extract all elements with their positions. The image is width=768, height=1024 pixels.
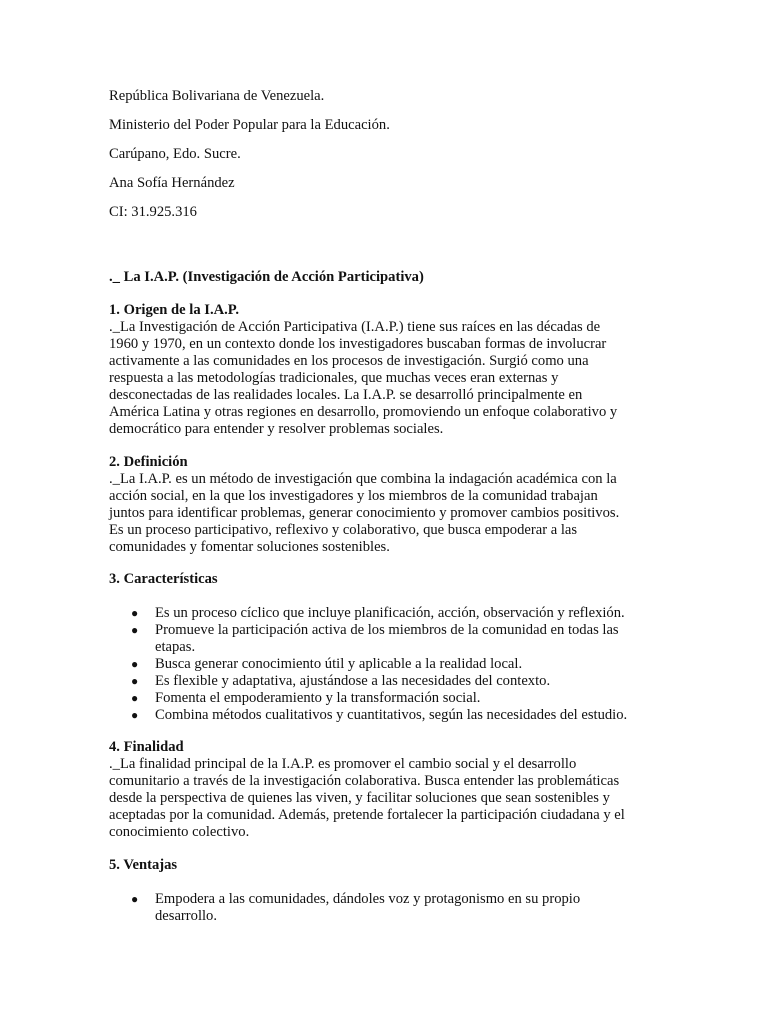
- header-ministry: Ministerio del Poder Popular para la Educación.: [109, 117, 390, 133]
- section-heading-definicion: 2. Definición: [109, 454, 188, 470]
- text-line: Promueve la participación activa de los miembros de la comunidad en todas las: [155, 622, 619, 638]
- section-ventajas: [109, 857, 669, 925]
- list-item: [109, 605, 669, 622]
- document-title: ._ La I.A.P. (Investigación de Acción Participativa): [109, 269, 424, 285]
- section-origen: [109, 302, 669, 438]
- section-body-definicion: [109, 471, 669, 556]
- section-heading-caracteristicas: 3. Características: [109, 571, 218, 587]
- header-country: República Bolivariana de Venezuela.: [109, 88, 325, 104]
- text-line: democrático para entender y resolver problemas sociales.: [109, 421, 444, 437]
- section-heading-origen: 1. Origen de la I.A.P.: [109, 302, 239, 318]
- text-line: América Latina y otras regiones en desarrollo, promoviendo un enfoque colaborativo y: [109, 404, 618, 420]
- text-line: etapas.: [155, 639, 196, 655]
- text-line: ._La finalidad principal de la I.A.P. es promover el cambio social y el desarrollo: [109, 756, 577, 772]
- text-line: desarrollo.: [155, 908, 218, 924]
- text-line: comunitario a través de la investigación colaborativa. Busca entender las problemáticas: [109, 773, 620, 789]
- list-item: [109, 891, 669, 925]
- section-body-origen: [109, 319, 669, 438]
- text-line: Combina métodos cualitativos y cuantitativos, según las necesidades del estudio.: [155, 707, 628, 723]
- list-item: [109, 622, 669, 656]
- bullet-list-ventajas: [109, 891, 669, 925]
- section-finalidad: [109, 739, 669, 841]
- list-item: [109, 690, 669, 707]
- text-line: Fomenta el empoderamiento y la transformación social.: [155, 690, 481, 706]
- text-line: comunidades y fomentar soluciones sostenibles.: [109, 539, 390, 555]
- text-line: respuesta a las metodologías tradicionales, que muchas veces eran externas y: [109, 370, 559, 386]
- text-line: Es un proceso cíclico que incluye planificación, acción, observación y reflexión.: [155, 605, 625, 621]
- text-line: activamente a las comunidades en los procesos de investigación. Surgió como una: [109, 353, 589, 369]
- text-line: conocimiento colectivo.: [109, 824, 250, 840]
- list-item: [109, 707, 669, 724]
- text-line: juntos para identificar problemas, generar conocimiento y promover cambios positivos.: [109, 505, 620, 521]
- text-line: Busca generar conocimiento útil y aplicable a la realidad local.: [155, 656, 523, 672]
- section-body-finalidad: [109, 756, 669, 841]
- section-definicion: [109, 454, 669, 556]
- text-line: acción social, en la que los investigadores y los miembros de la comunidad trabajan: [109, 488, 598, 504]
- bullet-icon: ●: [131, 691, 139, 705]
- list-item: [109, 656, 669, 673]
- text-line: desde la perspectiva de quienes las viven, y facilitar soluciones que sean sostenibles y: [109, 790, 610, 806]
- text-line: Es un proceso participativo, reflexivo y colaborativo, que busca empoderar a las: [109, 522, 578, 538]
- list-item: [109, 673, 669, 690]
- bullet-icon: ●: [131, 674, 139, 688]
- header-location: Carúpano, Edo. Sucre.: [109, 146, 241, 162]
- bullet-list-caracteristicas: [109, 605, 669, 724]
- bullet-icon: ●: [131, 623, 139, 637]
- bullet-icon: ●: [131, 606, 139, 620]
- text-line: aceptadas por la comunidad. Además, pretende fortalecer la participación ciudadana y el: [109, 807, 625, 823]
- text-line: Es flexible y adaptativa, ajustándose a las necesidades del contexto.: [155, 673, 551, 689]
- section-heading-finalidad: 4. Finalidad: [109, 739, 184, 755]
- section-heading-ventajas: 5. Ventajas: [109, 857, 178, 873]
- section-caracteristicas: [109, 571, 669, 724]
- text-line: 1960 y 1970, en un contexto donde los investigadores buscaban formas de involucrar: [109, 336, 607, 352]
- bullet-icon: ●: [131, 892, 139, 906]
- header-id: CI: 31.925.316: [109, 204, 197, 220]
- text-line: ._La Investigación de Acción Participativa (I.A.P.) tiene sus raíces en las décadas de: [109, 319, 601, 335]
- bullet-icon: ●: [131, 657, 139, 671]
- text-line: Empodera a las comunidades, dándoles voz y protagonismo en su propio: [155, 891, 581, 907]
- header-author: Ana Sofía Hernández: [109, 175, 235, 191]
- bullet-icon: ●: [131, 708, 139, 722]
- text-line: desconectadas de las realidades locales. La I.A.P. se desarrolló principalmente en: [109, 387, 583, 403]
- text-line: ._La I.A.P. es un método de investigación que combina la indagación académica con la: [109, 471, 617, 487]
